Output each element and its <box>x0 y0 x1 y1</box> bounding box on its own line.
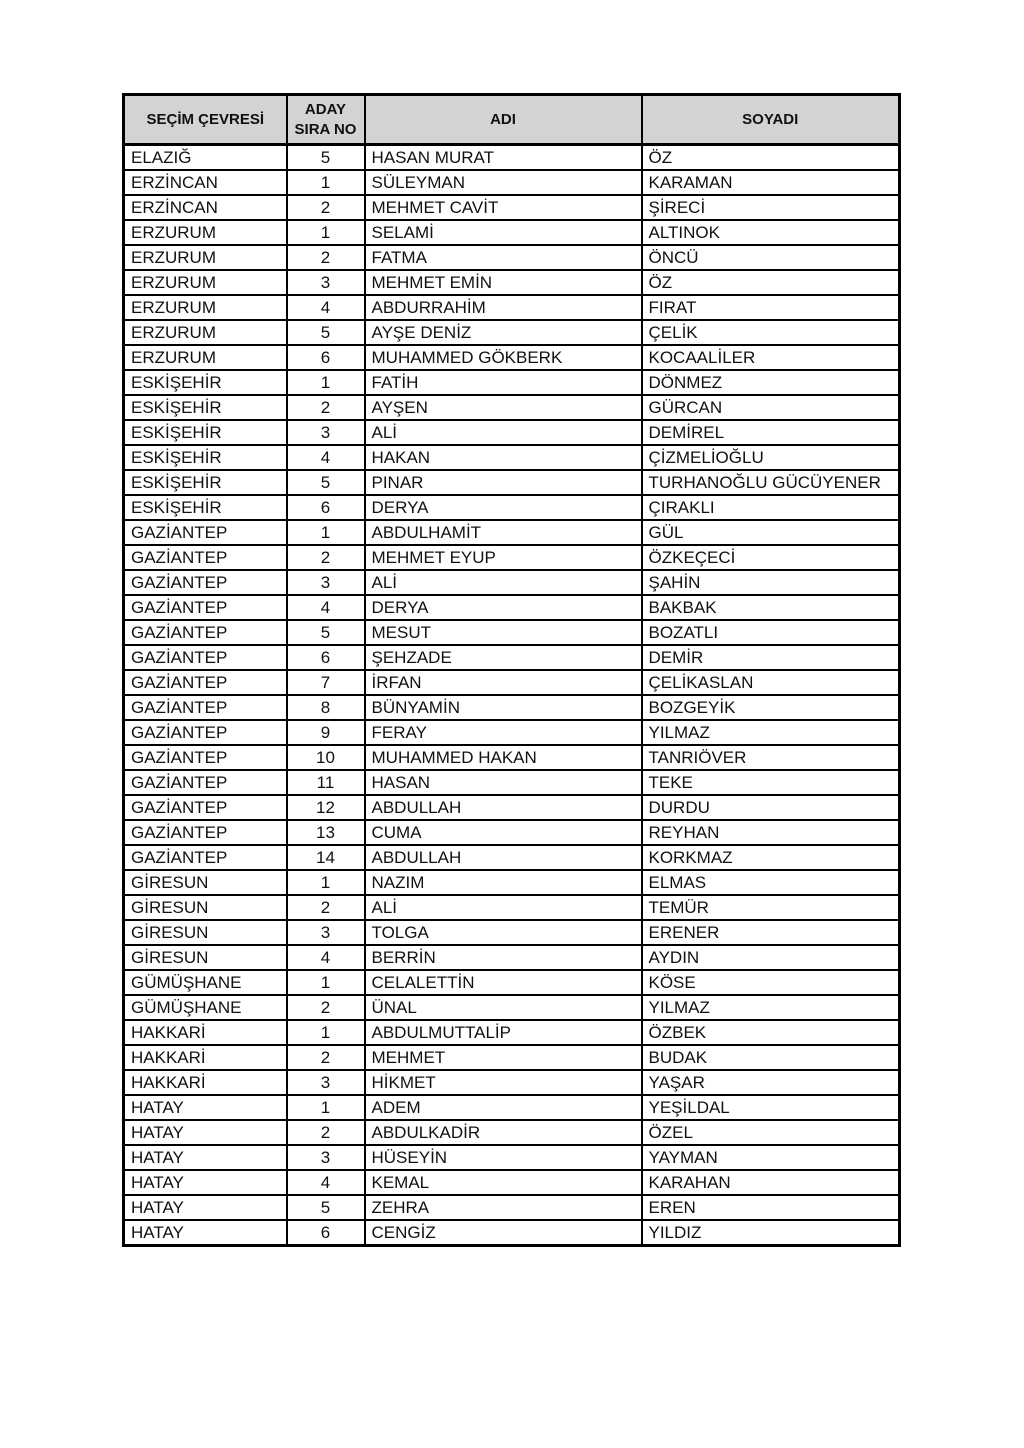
surname-cell: ERENER <box>642 920 900 945</box>
table-row <box>124 795 900 820</box>
surname-cell: TANRIÖVER <box>642 745 900 770</box>
name-cell: MEHMET EYUP <box>365 545 642 570</box>
surname-cell: TURHANOĞLU GÜCÜYENER <box>642 470 900 495</box>
order-cell: 2 <box>287 995 365 1020</box>
surname-cell: GÜL <box>642 520 900 545</box>
district-cell: ESKİŞEHİR <box>124 370 287 395</box>
district-cell: GİRESUN <box>124 945 287 970</box>
district-cell: HAKKARİ <box>124 1020 287 1045</box>
order-cell: 3 <box>287 270 365 295</box>
district-cell: GAZİANTEP <box>124 820 287 845</box>
surname-cell: ELMAS <box>642 870 900 895</box>
table-row <box>124 695 900 720</box>
table-row <box>124 1095 900 1120</box>
order-cell: 7 <box>287 670 365 695</box>
name-cell: KEMAL <box>365 1170 642 1195</box>
name-cell: AYŞE DENİZ <box>365 320 642 345</box>
district-cell: GÜMÜŞHANE <box>124 970 287 995</box>
name-cell: ABDURRAHİM <box>365 295 642 320</box>
table-row <box>124 420 900 445</box>
table-row <box>124 845 900 870</box>
district-cell: ESKİŞEHİR <box>124 495 287 520</box>
column-header-aday-sira-no: ADAY SIRA NO <box>287 95 365 145</box>
table-row <box>124 970 900 995</box>
table-row <box>124 1070 900 1095</box>
surname-cell: DURDU <box>642 795 900 820</box>
table-row <box>124 395 900 420</box>
order-cell: 11 <box>287 770 365 795</box>
district-cell: GAZİANTEP <box>124 795 287 820</box>
candidates-table <box>122 93 901 1247</box>
district-cell: GAZİANTEP <box>124 720 287 745</box>
district-cell: HATAY <box>124 1220 287 1246</box>
surname-cell: BUDAK <box>642 1045 900 1070</box>
order-cell: 5 <box>287 620 365 645</box>
district-cell: GAZİANTEP <box>124 595 287 620</box>
name-cell: ZEHRA <box>365 1195 642 1220</box>
order-cell: 6 <box>287 1220 365 1246</box>
table-row <box>124 545 900 570</box>
surname-cell: TEKE <box>642 770 900 795</box>
name-cell: HİKMET <box>365 1070 642 1095</box>
district-cell: HATAY <box>124 1170 287 1195</box>
table-row <box>124 220 900 245</box>
name-cell: HÜSEYİN <box>365 1145 642 1170</box>
name-cell: FATMA <box>365 245 642 270</box>
district-cell: HATAY <box>124 1195 287 1220</box>
district-cell: GİRESUN <box>124 895 287 920</box>
name-cell: MUHAMMED HAKAN <box>365 745 642 770</box>
order-cell: 2 <box>287 1045 365 1070</box>
order-cell: 4 <box>287 945 365 970</box>
name-cell: ŞEHZADE <box>365 645 642 670</box>
order-cell: 1 <box>287 870 365 895</box>
surname-cell: ÇELİK <box>642 320 900 345</box>
district-cell: GAZİANTEP <box>124 695 287 720</box>
district-cell: ERZİNCAN <box>124 195 287 220</box>
surname-cell: DÖNMEZ <box>642 370 900 395</box>
name-cell: MEHMET <box>365 1045 642 1070</box>
district-cell: GAZİANTEP <box>124 545 287 570</box>
surname-cell: BOZGEYİK <box>642 695 900 720</box>
surname-cell: ÖZ <box>642 145 900 171</box>
order-cell: 1 <box>287 370 365 395</box>
table-row <box>124 320 900 345</box>
order-cell: 1 <box>287 520 365 545</box>
surname-cell: KORKMAZ <box>642 845 900 870</box>
name-cell: SELAMİ <box>365 220 642 245</box>
table-row <box>124 445 900 470</box>
table-row <box>124 620 900 645</box>
name-cell: NAZIM <box>365 870 642 895</box>
table-row <box>124 745 900 770</box>
order-cell: 4 <box>287 1170 365 1195</box>
name-cell: MUHAMMED GÖKBERK <box>365 345 642 370</box>
name-cell: AYŞEN <box>365 395 642 420</box>
district-cell: ERZURUM <box>124 320 287 345</box>
district-cell: ESKİŞEHİR <box>124 470 287 495</box>
table-row <box>124 670 900 695</box>
surname-cell: DEMİR <box>642 645 900 670</box>
order-cell: 3 <box>287 1145 365 1170</box>
district-cell: ERZURUM <box>124 345 287 370</box>
table-row <box>124 470 900 495</box>
order-cell: 1 <box>287 220 365 245</box>
order-cell: 6 <box>287 345 365 370</box>
table-body <box>124 145 900 1246</box>
order-cell: 8 <box>287 695 365 720</box>
table-row <box>124 1195 900 1220</box>
order-cell: 10 <box>287 745 365 770</box>
name-cell: CUMA <box>365 820 642 845</box>
name-cell: MEHMET CAVİT <box>365 195 642 220</box>
table-row <box>124 195 900 220</box>
order-cell: 3 <box>287 570 365 595</box>
surname-cell: YAYMAN <box>642 1145 900 1170</box>
district-cell: GAZİANTEP <box>124 645 287 670</box>
name-cell: ABDULLAH <box>365 845 642 870</box>
table-row <box>124 920 900 945</box>
surname-cell: DEMİREL <box>642 420 900 445</box>
order-cell: 2 <box>287 545 365 570</box>
table-row <box>124 1020 900 1045</box>
surname-cell: YEŞİLDAL <box>642 1095 900 1120</box>
name-cell: ABDULLAH <box>365 795 642 820</box>
surname-cell: ŞAHİN <box>642 570 900 595</box>
header-row <box>124 95 900 145</box>
order-cell: 13 <box>287 820 365 845</box>
district-cell: ERZURUM <box>124 220 287 245</box>
table-row <box>124 995 900 1020</box>
name-cell: FERAY <box>365 720 642 745</box>
name-cell: FATİH <box>365 370 642 395</box>
district-cell: GAZİANTEP <box>124 845 287 870</box>
table-row <box>124 245 900 270</box>
name-cell: ABDULKADİR <box>365 1120 642 1145</box>
surname-cell: ÖNCÜ <box>642 245 900 270</box>
name-cell: ALİ <box>365 570 642 595</box>
district-cell: ELAZIĞ <box>124 145 287 171</box>
order-cell: 6 <box>287 495 365 520</box>
table-row <box>124 345 900 370</box>
table-row <box>124 945 900 970</box>
name-cell: CENGİZ <box>365 1220 642 1246</box>
name-cell: PINAR <box>365 470 642 495</box>
table-row <box>124 520 900 545</box>
district-cell: GAZİANTEP <box>124 570 287 595</box>
column-header-soyadi: SOYADI <box>642 95 900 145</box>
district-cell: HAKKARİ <box>124 1070 287 1095</box>
table-row <box>124 820 900 845</box>
order-cell: 2 <box>287 895 365 920</box>
surname-cell: BAKBAK <box>642 595 900 620</box>
table-row <box>124 570 900 595</box>
order-cell: 5 <box>287 145 365 171</box>
table-row <box>124 1145 900 1170</box>
order-cell: 1 <box>287 1020 365 1045</box>
district-cell: GAZİANTEP <box>124 770 287 795</box>
table-row <box>124 870 900 895</box>
order-cell: 2 <box>287 195 365 220</box>
table-row <box>124 895 900 920</box>
order-cell: 5 <box>287 1195 365 1220</box>
name-cell: ALİ <box>365 420 642 445</box>
table-row <box>124 1120 900 1145</box>
surname-cell: KOCAALİLER <box>642 345 900 370</box>
name-cell: HAKAN <box>365 445 642 470</box>
district-cell: GAZİANTEP <box>124 520 287 545</box>
order-cell: 14 <box>287 845 365 870</box>
order-cell: 3 <box>287 1070 365 1095</box>
surname-cell: FIRAT <box>642 295 900 320</box>
table-row <box>124 295 900 320</box>
table-row <box>124 370 900 395</box>
name-cell: DERYA <box>365 495 642 520</box>
surname-cell: KARAHAN <box>642 1170 900 1195</box>
name-cell: CELALETTİN <box>365 970 642 995</box>
district-cell: GÜMÜŞHANE <box>124 995 287 1020</box>
column-header-secim-cevresi: SEÇİM ÇEVRESİ <box>124 95 287 145</box>
surname-cell: REYHAN <box>642 820 900 845</box>
order-cell: 2 <box>287 245 365 270</box>
district-cell: HATAY <box>124 1095 287 1120</box>
order-cell: 1 <box>287 170 365 195</box>
order-cell: 6 <box>287 645 365 670</box>
name-cell: MEHMET EMİN <box>365 270 642 295</box>
surname-cell: AYDIN <box>642 945 900 970</box>
name-cell: ÜNAL <box>365 995 642 1020</box>
surname-cell: YAŞAR <box>642 1070 900 1095</box>
name-cell: MESUT <box>365 620 642 645</box>
district-cell: ERZİNCAN <box>124 170 287 195</box>
order-cell: 4 <box>287 595 365 620</box>
order-cell: 3 <box>287 920 365 945</box>
order-cell: 9 <box>287 720 365 745</box>
name-cell: TOLGA <box>365 920 642 945</box>
table-row <box>124 170 900 195</box>
column-header-adi: ADI <box>365 95 642 145</box>
district-cell: GİRESUN <box>124 870 287 895</box>
name-cell: SÜLEYMAN <box>365 170 642 195</box>
district-cell: GAZİANTEP <box>124 670 287 695</box>
order-cell: 1 <box>287 970 365 995</box>
surname-cell: KÖSE <box>642 970 900 995</box>
district-cell: ESKİŞEHİR <box>124 445 287 470</box>
name-cell: BÜNYAMİN <box>365 695 642 720</box>
order-cell: 12 <box>287 795 365 820</box>
surname-cell: ÖZKEÇECİ <box>642 545 900 570</box>
order-cell: 1 <box>287 1095 365 1120</box>
district-cell: ERZURUM <box>124 245 287 270</box>
surname-cell: ÖZBEK <box>642 1020 900 1045</box>
table-row <box>124 720 900 745</box>
surname-cell: ÇIRAKLI <box>642 495 900 520</box>
table-row <box>124 1170 900 1195</box>
order-cell: 4 <box>287 295 365 320</box>
surname-cell: YILDIZ <box>642 1220 900 1246</box>
district-cell: HAKKARİ <box>124 1045 287 1070</box>
table-row <box>124 495 900 520</box>
order-cell: 5 <box>287 320 365 345</box>
order-cell: 3 <box>287 420 365 445</box>
table-row <box>124 595 900 620</box>
name-cell: ABDULHAMİT <box>365 520 642 545</box>
district-cell: ESKİŞEHİR <box>124 395 287 420</box>
surname-cell: ÇELİKASLAN <box>642 670 900 695</box>
order-cell: 2 <box>287 395 365 420</box>
name-cell: DERYA <box>365 595 642 620</box>
table-row <box>124 145 900 171</box>
name-cell: BERRİN <box>365 945 642 970</box>
order-cell: 4 <box>287 445 365 470</box>
name-cell: İRFAN <box>365 670 642 695</box>
surname-cell: TEMÜR <box>642 895 900 920</box>
name-cell: ALİ <box>365 895 642 920</box>
district-cell: ERZURUM <box>124 270 287 295</box>
district-cell: GAZİANTEP <box>124 620 287 645</box>
table-row <box>124 770 900 795</box>
district-cell: ESKİŞEHİR <box>124 420 287 445</box>
district-cell: HATAY <box>124 1120 287 1145</box>
name-cell: ABDULMUTTALİP <box>365 1020 642 1045</box>
surname-cell: EREN <box>642 1195 900 1220</box>
surname-cell: ÖZEL <box>642 1120 900 1145</box>
table-row <box>124 1045 900 1070</box>
surname-cell: ŞİRECİ <box>642 195 900 220</box>
surname-cell: YILMAZ <box>642 720 900 745</box>
table-row <box>124 645 900 670</box>
district-cell: GAZİANTEP <box>124 745 287 770</box>
name-cell: ADEM <box>365 1095 642 1120</box>
table-row <box>124 1220 900 1246</box>
name-cell: HASAN <box>365 770 642 795</box>
order-cell: 2 <box>287 1120 365 1145</box>
surname-cell: ÖZ <box>642 270 900 295</box>
surname-cell: BOZATLI <box>642 620 900 645</box>
table-row <box>124 270 900 295</box>
surname-cell: GÜRCAN <box>642 395 900 420</box>
district-cell: HATAY <box>124 1145 287 1170</box>
name-cell: HASAN MURAT <box>365 145 642 171</box>
surname-cell: KARAMAN <box>642 170 900 195</box>
table-header <box>124 95 900 145</box>
surname-cell: ALTINOK <box>642 220 900 245</box>
district-cell: GİRESUN <box>124 920 287 945</box>
surname-cell: ÇİZMELİOĞLU <box>642 445 900 470</box>
order-cell: 5 <box>287 470 365 495</box>
surname-cell: YILMAZ <box>642 995 900 1020</box>
district-cell: ERZURUM <box>124 295 287 320</box>
